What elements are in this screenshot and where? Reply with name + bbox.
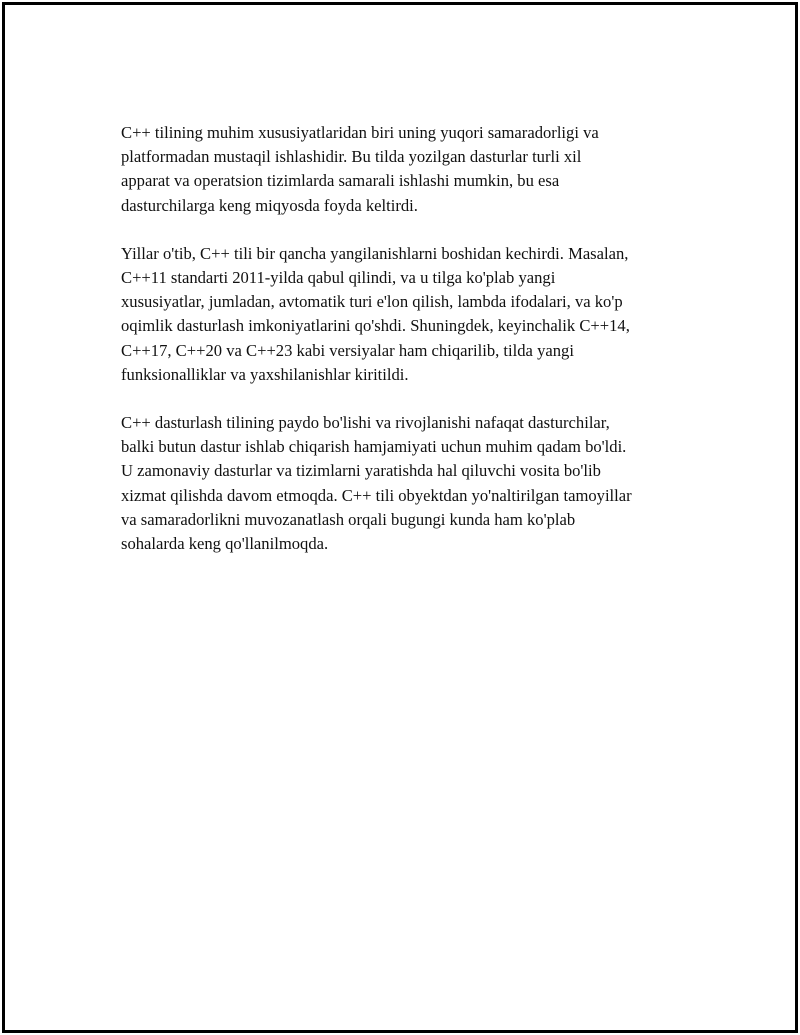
paragraph-1: C++ tilining muhim xususiyatlaridan biri uning yuqori samaradorligi va platformadan mustaqil ishlashidir. Bu tilda yozilgan dasturlar turli xil apparat va operatsion tizimlarda samarali ishlashi mumkin, bu esa dasturchilarga keng miqyosda foyda keltirdi.: [121, 123, 599, 215]
document-body: [121, 121, 711, 580]
paragraph-2: Yillar o'tib, C++ tili bir qancha yangilanishlarni boshidan kechirdi. Masalan, C++11 standarti 2011-yilda qabul qilindi, va u tilga ko'plab yangi xususiyatlar, jumladan, avtomatik turi e'lon qilish, lambda ifodalari, va ko'p oqimlik dasturlash imkoniyatlarini qo'shdi. Shuningdek, keyinchalik C++14, C++17, C++20 va C++23 kabi versiyalar ham chiqarilib, tilda yangi funksionalliklar va yaxshilanishlar kiritildi.: [121, 243, 630, 384]
paragraph-3: C++ dasturlash tilining paydo bo'lishi va rivojlanishi nafaqat dasturchilar, balki butun dastur ishlab chiqarish hamjamiyati uchun muhim qadam bo'ldi. U zamonaviy dasturlar va tizimlarni yaratishda hal qiluvchi vosita bo'lib xizmat qilishda davom etmoqda. C++ tili obyektdan yo'naltirilgan tamoyillar va samaradorlikni muvozanatlash orqali bugungi kunda ham ko'plab sohalarda keng qo'llanilmoqda.: [121, 413, 632, 554]
page-frame: [2, 2, 798, 1033]
